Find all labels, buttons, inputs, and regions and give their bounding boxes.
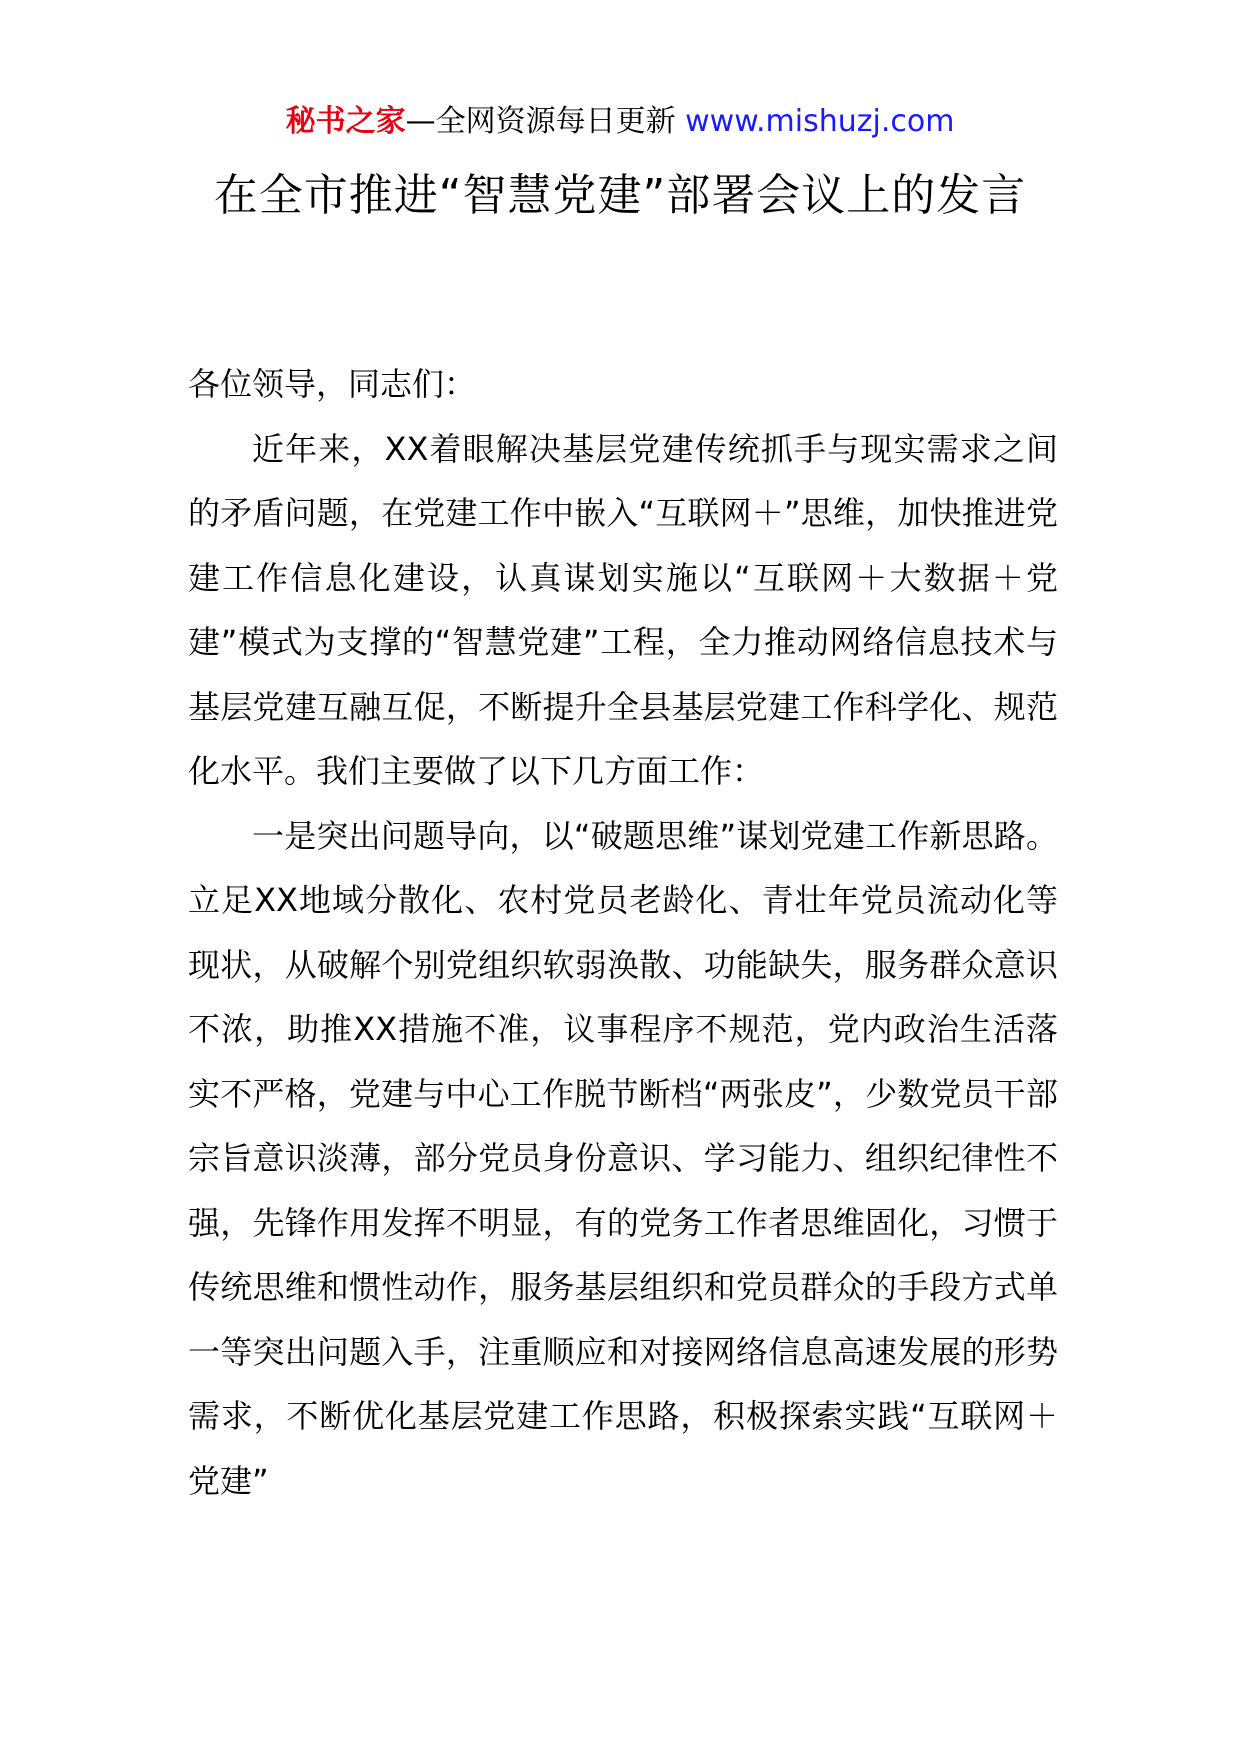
header-tagline: —全网资源每日更新	[405, 104, 676, 139]
body-paragraph: 近年来，XX着眼解决基层党建传统抓手与现实需求之间的矛盾问题，在党建工作中嵌入“互联网＋”思维，加快推进党建工作信息化建设，认真谋划实施以“互联网＋大数据＋党建”模式为支撑的“智慧党建”工程，全力推动网络信息技术与基层党建互融互促，不断提升全县基层党建工作科学化、规范化水平。我们主要做了以下几方面工作：	[188, 429, 1058, 790]
body-paragraph: 一是突出问题导向，以“破题思维”谋划党建工作新思路。立足XX地域分散化、农村党员老龄化、青壮年党员流动化等现状，从破解个别党组织软弱涣散、功能缺失，服务群众意识不浓，助推XX措施不准，议事程序不规范，党内政治生活落实不严格，党建与中心工作脱节断档“两张皮”，少数党员干部宗旨意识淡薄，部分党员身份意识、学习能力、组织纪律性不强，先锋作用发挥不明显，有的党务工作者思维固化，习惯于传统思维和惯性动作，服务基层组织和党员群众的手段方式单一等突出问题入手，注重顺应和对接网络信息高速发展的形势需求，不断优化基层党建工作思路，积极探索实践“互联网＋党建”	[188, 816, 1058, 1500]
salutation: 各位领导，同志们：	[188, 365, 477, 403]
site-url-link[interactable]: www.mishuzj.com	[685, 104, 955, 139]
brand-name: 秘书之家	[285, 104, 406, 139]
document-title: 在全市推进“智慧党建”部署会议上的发言	[213, 170, 1027, 221]
site-header	[0, 102, 1240, 142]
document-body	[188, 352, 1058, 1513]
